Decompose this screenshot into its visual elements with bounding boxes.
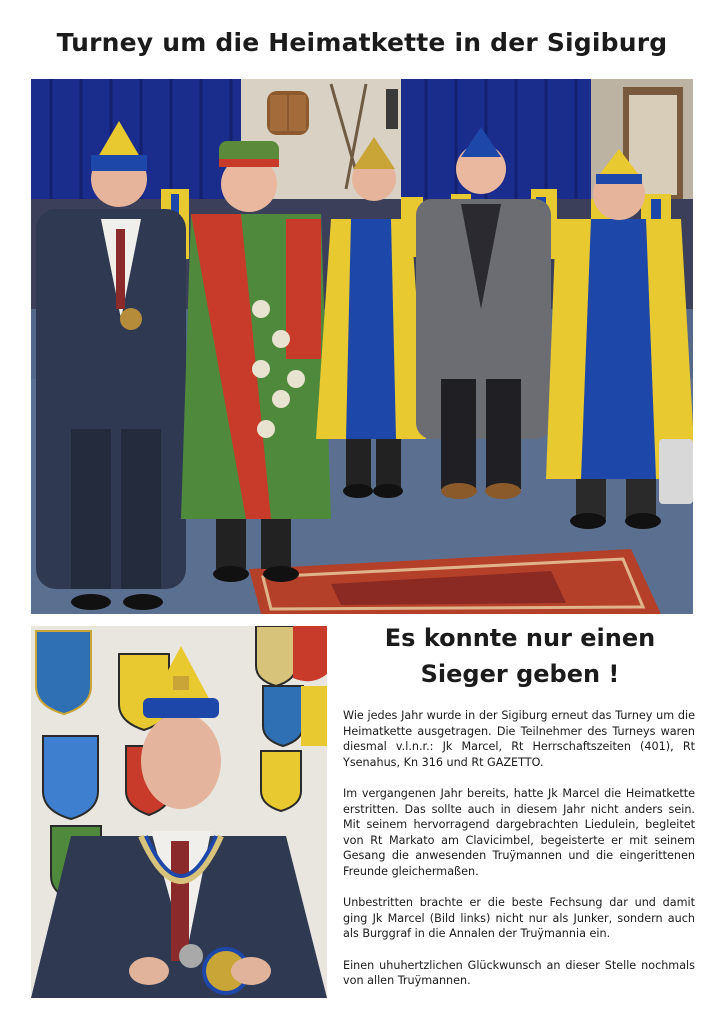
page-title: Turney um die Heimatkette in der Sigiburg [56,28,668,57]
portrait-photo [31,626,327,998]
paragraph-1: Wie jedes Jahr wurde in der Sigiburg erneut das Turney um die Heimatkette ausgetragen. Die Teilnehmer des Turneys waren diesmal v.l.n.r.: Jk Marcel, Rt Herrschaftszeiten (401), Rt Ysenahus, Kn 316 und Rt GAZETTO. [343,709,695,769]
case [659,439,693,504]
group-photo [31,79,693,614]
paragraph-4: Einen uhuhertzlichen Glückwunsch an dieser Stelle nochmals von allen Truÿmannen. [343,958,695,988]
subheadline-line-2: Sieger geben ! [420,660,620,688]
subheadline-line-1: Es konnte nur einen [384,624,656,652]
subheadline [345,620,695,692]
article-body [343,708,695,1004]
paragraph-3: Unbestritten brachte er die beste Fechsung dar und damit ging Jk Marcel (Bild links) nicht nur als Junker, sondern auch als Burggraf in die Annalen der Truÿmannia ein. [343,896,695,941]
paragraph-2: Im vergangenen Jahr bereits, hatte Jk Marcel die Heimatkette erstritten. Das sollte auch in diesem Jahr nicht anders sein. Mit seinem hervorragend dargebrachten Liedulein, begleitet von Rt Markato am Clavicimbel, begeisterte er mit seinem Gesang die anwesenden Truÿmannen und die eingerittenen Freunde gleichermaßen. [343,786,695,878]
